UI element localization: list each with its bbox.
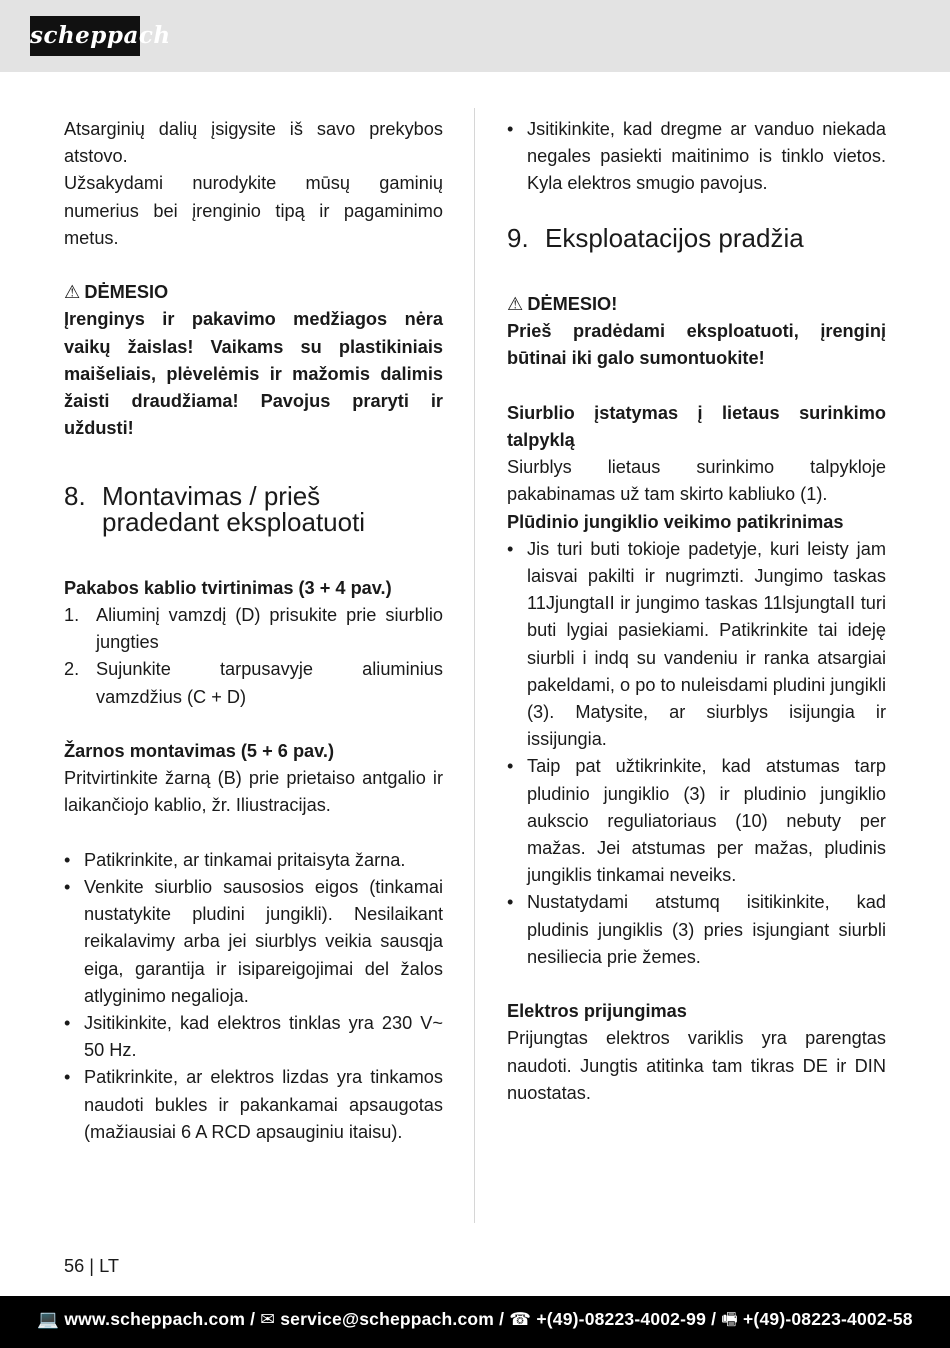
right-column bbox=[507, 116, 886, 1107]
computer-icon: 💻 bbox=[37, 1309, 60, 1329]
list-item bbox=[64, 847, 443, 874]
fax-icon: 🖷 bbox=[721, 1309, 738, 1329]
section-title: Montavimas / prieš pradedant eksploatuoti bbox=[102, 480, 366, 537]
scheppach-logo: scheppach bbox=[30, 16, 140, 56]
section-number: 8. bbox=[64, 480, 86, 511]
list-item bbox=[64, 656, 443, 710]
subheading-hose-mounting: Žarnos montavimas (5 + 6 pav.) bbox=[64, 741, 335, 761]
warning-heading bbox=[507, 291, 886, 318]
bullet-marker: • bbox=[507, 756, 514, 777]
page-number-value: 56 bbox=[64, 1256, 85, 1276]
list-item bbox=[507, 116, 886, 198]
bullet-text: Venkite siurblio sausosios eigos (tinkamai nustatykite pludini jungikli). Nesilaikant reikalavimy arba jei siurblys veikia sausqja eiga, garantija ir isipareigojimai del žalos atlyginimo negalioja. bbox=[84, 877, 443, 1006]
float-switch-bullet-list bbox=[507, 536, 886, 971]
bullet-marker: • bbox=[64, 849, 71, 870]
bullet-text: Nustatydami atstumq isitikinkite, kad pludinis jungiklis (3) pries isjungiant siurbli nesiliecia prie žemes. bbox=[527, 892, 886, 967]
bullet-marker: • bbox=[507, 892, 514, 913]
warning-heading bbox=[64, 279, 443, 306]
phone-icon: ☎ bbox=[509, 1309, 532, 1329]
list-item bbox=[64, 874, 443, 1010]
bullet-marker: • bbox=[64, 877, 71, 897]
section-9-heading bbox=[507, 222, 886, 253]
bullet-text: Jis turi buti tokioje padetyje, kuri leisty jam laisvai pakilti ir nugrimzti. Jungimo taskas 11JjungtaII ir jungimo taskas 11lsjungtaII turi buti lygiai pasiekiami. Patikrinkite tai ideję siurbli i indq su vandeniu ir ranka atsargiai pakeldami, o po to nuleisdami pludini jungikli (3). Matysite, ar siurblys isijungia ir issijungia. bbox=[527, 538, 886, 750]
warning-text: Prieš pradėdami eksploatuoti, įrenginį būtinai iki galo sumontuokite! bbox=[507, 321, 886, 369]
bullet-marker: • bbox=[507, 119, 514, 139]
subheading-hook-mounting: Pakabos kablio tvirtinimas (3 + 4 pav.) bbox=[64, 577, 392, 598]
bullet-text: Patikrinkite, ar tinkamai pritaisyta žarna. bbox=[84, 849, 406, 870]
intro-paragraph-1: Atsarginių dalių įsigysite iš savo prekybos atstovo. bbox=[64, 119, 443, 167]
warning-title: DĖMESIO bbox=[84, 282, 169, 303]
section-8-heading bbox=[64, 480, 443, 537]
phone-number: +(49)-08223-4002-99 bbox=[536, 1309, 707, 1329]
page-footer: 💻 www.scheppach.com / ✉ service@scheppach.com / ☎ +(49)-08223-4002-99 / 🖷 +(49)-08223-4002-58 bbox=[0, 1296, 950, 1348]
subheading-pump-installation: Siurblio įstatymas į lietaus surinkimo talpyklą bbox=[507, 402, 886, 450]
step-number: 1. bbox=[64, 605, 80, 625]
list-item bbox=[507, 536, 886, 754]
step-text: Aliuminį vamzdį (D) prisukite prie siurblio jungties bbox=[96, 605, 443, 653]
left-column bbox=[64, 116, 443, 1146]
page-number bbox=[64, 1256, 119, 1277]
page-header bbox=[0, 0, 950, 72]
intro-paragraph-2: Užsakydami nurodykite mūsų gaminių numerius bei įrenginio tipą ir pagaminimo metus. bbox=[64, 173, 443, 248]
fax-number: +(49)-08223-4002-58 bbox=[743, 1309, 913, 1329]
subheading-float-switch-check: Plūdinio jungiklio veikimo patikrinimas bbox=[507, 511, 844, 532]
email-link[interactable]: service@scheppach.com bbox=[280, 1309, 495, 1329]
section-title: Eksploatacijos pradžia bbox=[545, 222, 804, 253]
page-separator: | bbox=[89, 1256, 95, 1276]
mail-icon: ✉ bbox=[260, 1309, 276, 1329]
bullet-marker: • bbox=[64, 1067, 71, 1088]
step-text: Sujunkite tarpusavyje aliuminius vamzdžius (C + D) bbox=[96, 659, 443, 707]
column-divider bbox=[474, 108, 475, 1223]
bullet-text: Patikrinkite, ar elektros lizdas yra tinkamos naudoti bukles ir pakankamai apsaugotas (mažiausiai 6 A RCD apsauginiu itaisu). bbox=[84, 1067, 443, 1142]
bullet-text: Jsitikinkite, kad elektros tinklas yra 230 V~ 50 Hz. bbox=[84, 1013, 443, 1061]
hose-mounting-text: Pritvirtinkite žarną (B) prie prietaiso antgalio ir laikančiojo kablio, žr. Iliustracijas. bbox=[64, 768, 443, 816]
bullet-marker: • bbox=[507, 538, 514, 559]
list-item bbox=[64, 602, 443, 656]
warning-title: DĖMESIO! bbox=[527, 293, 618, 314]
section-number: 9. bbox=[507, 222, 529, 253]
list-item bbox=[64, 1010, 443, 1064]
pump-installation-text: Siurblys lietaus surinkimo talpykloje pakabinamas už tam skirto kabliuko (1). bbox=[507, 457, 886, 505]
bullet-text: Jsitikinkite, kad dregme ar vanduo niekada negales pasiekti maitinimo is tinklo vietos. Kyla elektros smugio pavojus. bbox=[527, 119, 886, 194]
list-item bbox=[64, 1064, 443, 1146]
website-link[interactable]: www.scheppach.com bbox=[64, 1309, 246, 1329]
mounting-steps-list bbox=[64, 602, 443, 711]
step-number: 2. bbox=[64, 659, 80, 680]
bullet-text: Taip pat užtikrinkite, kad atstumas tarp pludinio jungiklio (3) ir pludinio jungiklio aukscio reguliatoriaus (10) nebuty per mažas. Jei atstumas per mažas, pludinis jungiklis tinkamai neveiks. bbox=[527, 756, 886, 886]
warning-text: Įrenginys ir pakavimo medžiagos nėra vaikų žaislas! Vaikams su plastikiniais maišeliais, plėvelėmis ir mažomis dalimis žaisti draudžiama! Pavojus praryti ir uždusti! bbox=[64, 309, 443, 439]
electrical-connection-text: Prijungtas elektros variklis yra parengtas naudoti. Jungtis atitinka tam tikras DE ir DIN nuostatas. bbox=[507, 1028, 886, 1103]
warning-triangle-icon: ⚠ bbox=[64, 282, 81, 303]
subheading-electrical-connection: Elektros prijungimas bbox=[507, 1001, 687, 1022]
checks-bullet-list bbox=[64, 847, 443, 1146]
list-item bbox=[507, 753, 886, 889]
language-code: LT bbox=[99, 1256, 119, 1276]
warning-triangle-icon: ⚠ bbox=[507, 293, 524, 314]
bullet-marker: • bbox=[64, 1013, 71, 1034]
list-item bbox=[507, 889, 886, 971]
moisture-bullet-list bbox=[507, 116, 886, 198]
